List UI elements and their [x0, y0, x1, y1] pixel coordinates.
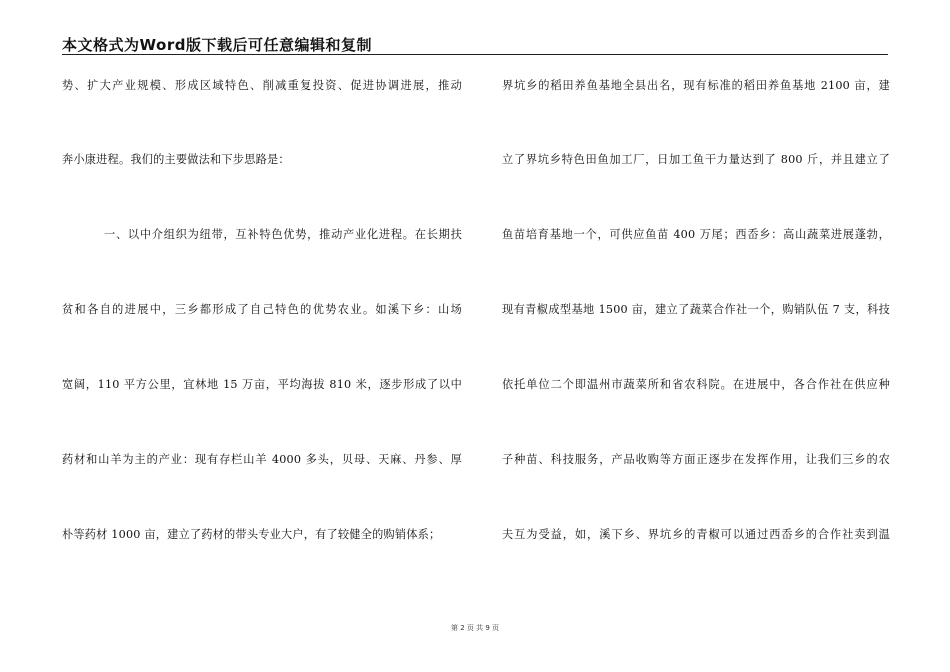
- text-line: 界坑乡的稻田养鱼基地全县出名，现有标准的稻田养鱼基地 2100 亩，建: [502, 79, 890, 92]
- page-number: 第 2 页 共 9 页: [450, 624, 500, 632]
- text-line: 夫互为受益，如，溪下乡、界坑乡的青椒可以通过西岙乡的合作社卖到温: [502, 528, 890, 541]
- text-line: 子种苗、科技服务，产品收购等方面正逐步在发挥作用，让我们三乡的农: [502, 453, 890, 466]
- text-line: 药材和山羊为主的产业：现有存栏山羊 4000 多头，贝母、天麻、丹参、厚: [62, 453, 462, 466]
- text-line: 鱼苗培育基地一个，可供应鱼苗 400 万尾；西岙乡：高山蔬菜进展蓬勃，: [502, 228, 890, 241]
- text-line: 立了界坑乡特色田鱼加工厂，日加工鱼干力量达到了 800 斤，并且建立了: [502, 153, 890, 166]
- text-line: 奔小康进程。我们的主要做法和下步思路是：: [62, 153, 290, 166]
- text-column-left: [62, 0, 462, 600]
- text-line: 朴等药材 1000 亩，建立了药材的带头专业大户，有了较健全的购销体系；: [62, 528, 441, 541]
- paragraph-first-line: 一、以中介组织为纽带，互补特色优势，推动产业化进程。在长期扶: [104, 228, 462, 241]
- text-line: 现有青椒成型基地 1500 亩，建立了蔬菜合作社一个，购销队伍 7 支，科技: [502, 303, 890, 316]
- text-line: 贫和各自的进展中，三乡都形成了自己特色的优势农业。如溪下乡：山场: [62, 303, 462, 316]
- header-title: 本文格式为Word版下载后可任意编辑和复制: [62, 36, 372, 54]
- text-line: 宽阔，110 平方公里，宜林地 15 万亩，平均海拔 810 米，逐步形成了以中: [62, 378, 462, 391]
- text-line: 依托单位二个即温州市蔬菜所和省农科院。在进展中，各合作社在供应种: [502, 378, 890, 391]
- text-column-right: [502, 0, 890, 600]
- text-line: 势、扩大产业规模、形成区域特色、削减重复投资、促进协调进展，推动: [62, 79, 462, 92]
